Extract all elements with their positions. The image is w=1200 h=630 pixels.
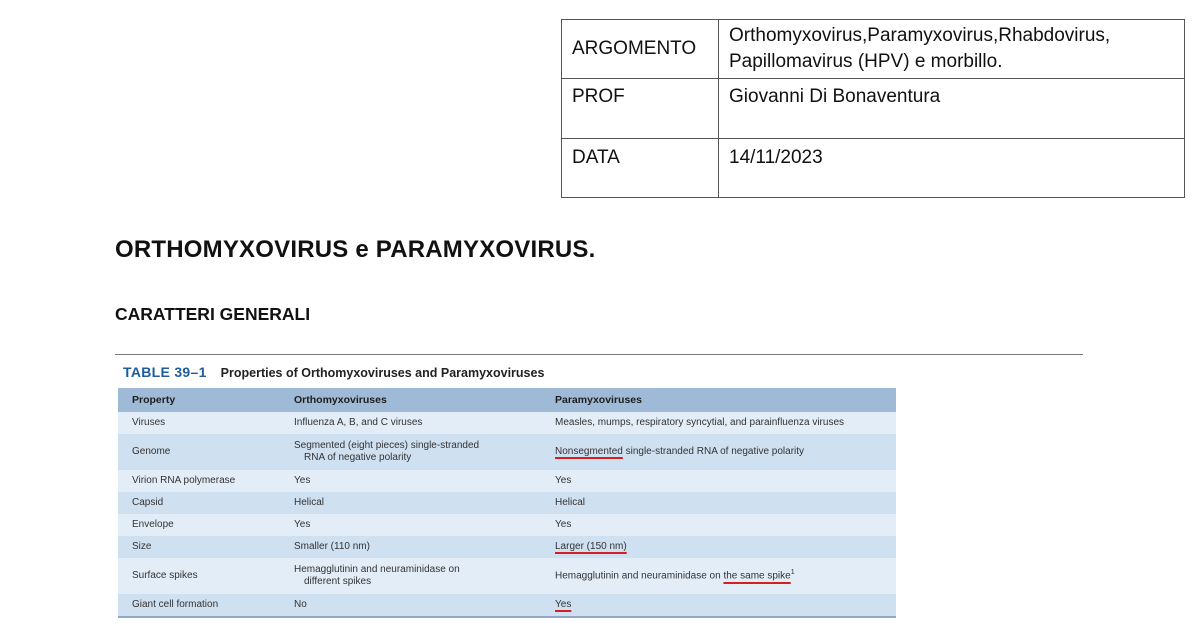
info-key: PROF — [562, 79, 719, 139]
para-cell — [541, 434, 896, 470]
property-cell: Giant cell formation — [118, 594, 280, 616]
para-cell — [541, 594, 896, 616]
para-cell: Yes — [541, 514, 896, 536]
cell-line: Segmented (eight pieces) single-stranded — [294, 440, 480, 451]
para-cell — [541, 536, 896, 558]
property-cell: Envelope — [118, 514, 280, 536]
cell-line: Hemagglutinin and neuraminidase on — [294, 564, 460, 575]
table-header-row — [118, 388, 896, 412]
textbook-table-image — [118, 388, 896, 618]
ortho-cell: Yes — [280, 514, 541, 536]
table-row — [118, 558, 896, 594]
property-cell: Viruses — [118, 412, 280, 434]
table-row — [118, 492, 896, 514]
table-title: Properties of Orthomyxoviruses and Paramyxoviruses — [220, 366, 545, 380]
column-header: Orthomyxoviruses — [280, 388, 541, 412]
table-row — [118, 536, 896, 558]
property-cell: Capsid — [118, 492, 280, 514]
cell-line: RNA of negative polarity — [304, 452, 412, 463]
info-key: DATA — [562, 139, 719, 198]
property-cell: Size — [118, 536, 280, 558]
table-row — [118, 514, 896, 536]
info-value: Giovanni Di Bonaventura — [719, 79, 1185, 139]
column-header: Paramyxoviruses — [541, 388, 896, 412]
info-value: 14/11/2023 — [719, 139, 1185, 198]
red-underlined-text: Nonsegmented — [555, 446, 623, 457]
cell-text: Hemagglutinin and neuraminidase on — [555, 570, 724, 582]
table-row — [118, 594, 896, 616]
ortho-cell: Smaller (110 nm) — [280, 536, 541, 558]
footnote-marker: 1 — [790, 569, 795, 577]
info-row-data — [562, 139, 1185, 198]
red-underlined-text: the same spike — [723, 570, 791, 582]
table-row — [118, 412, 896, 434]
para-cell — [541, 558, 896, 594]
ortho-cell — [280, 434, 541, 470]
red-underlined-text: Yes — [555, 599, 572, 610]
para-cell: Measles, mumps, respiratory syncytial, and parainfluenza viruses — [541, 412, 896, 434]
cell-line: different spikes — [304, 576, 372, 587]
info-row-argomento — [562, 20, 1185, 79]
info-key: ARGOMENTO — [562, 20, 719, 79]
section-heading: ORTHOMYXOVIRUS e PARAMYXOVIRUS. — [115, 236, 596, 263]
property-cell: Surface spikes — [118, 558, 280, 594]
horizontal-rule — [115, 354, 1083, 355]
textbook-table-caption — [123, 364, 544, 382]
table-row — [118, 434, 896, 470]
properties-table — [118, 388, 896, 616]
column-header: Property — [118, 388, 280, 412]
red-underlined-text: Larger (150 nm) — [555, 541, 627, 552]
para-cell: Helical — [541, 492, 896, 514]
para-cell: Yes — [541, 470, 896, 492]
info-value: Orthomyxovirus,Paramyxovirus,Rhabdovirus, Papillomavirus (HPV) e morbillo. — [719, 20, 1185, 79]
lecture-info-table — [561, 19, 1185, 198]
table-row — [118, 470, 896, 492]
section-subheading: CARATTERI GENERALI — [115, 304, 311, 324]
property-cell: Genome — [118, 434, 280, 470]
ortho-cell: No — [280, 594, 541, 616]
cell-text: single-stranded RNA of negative polarity — [622, 446, 805, 457]
info-row-prof — [562, 79, 1185, 139]
ortho-cell: Yes — [280, 470, 541, 492]
table-number: TABLE 39–1 — [123, 364, 207, 380]
ortho-cell: Influenza A, B, and C viruses — [280, 412, 541, 434]
property-cell: Virion RNA polymerase — [118, 470, 280, 492]
ortho-cell — [280, 558, 541, 594]
ortho-cell: Helical — [280, 492, 541, 514]
